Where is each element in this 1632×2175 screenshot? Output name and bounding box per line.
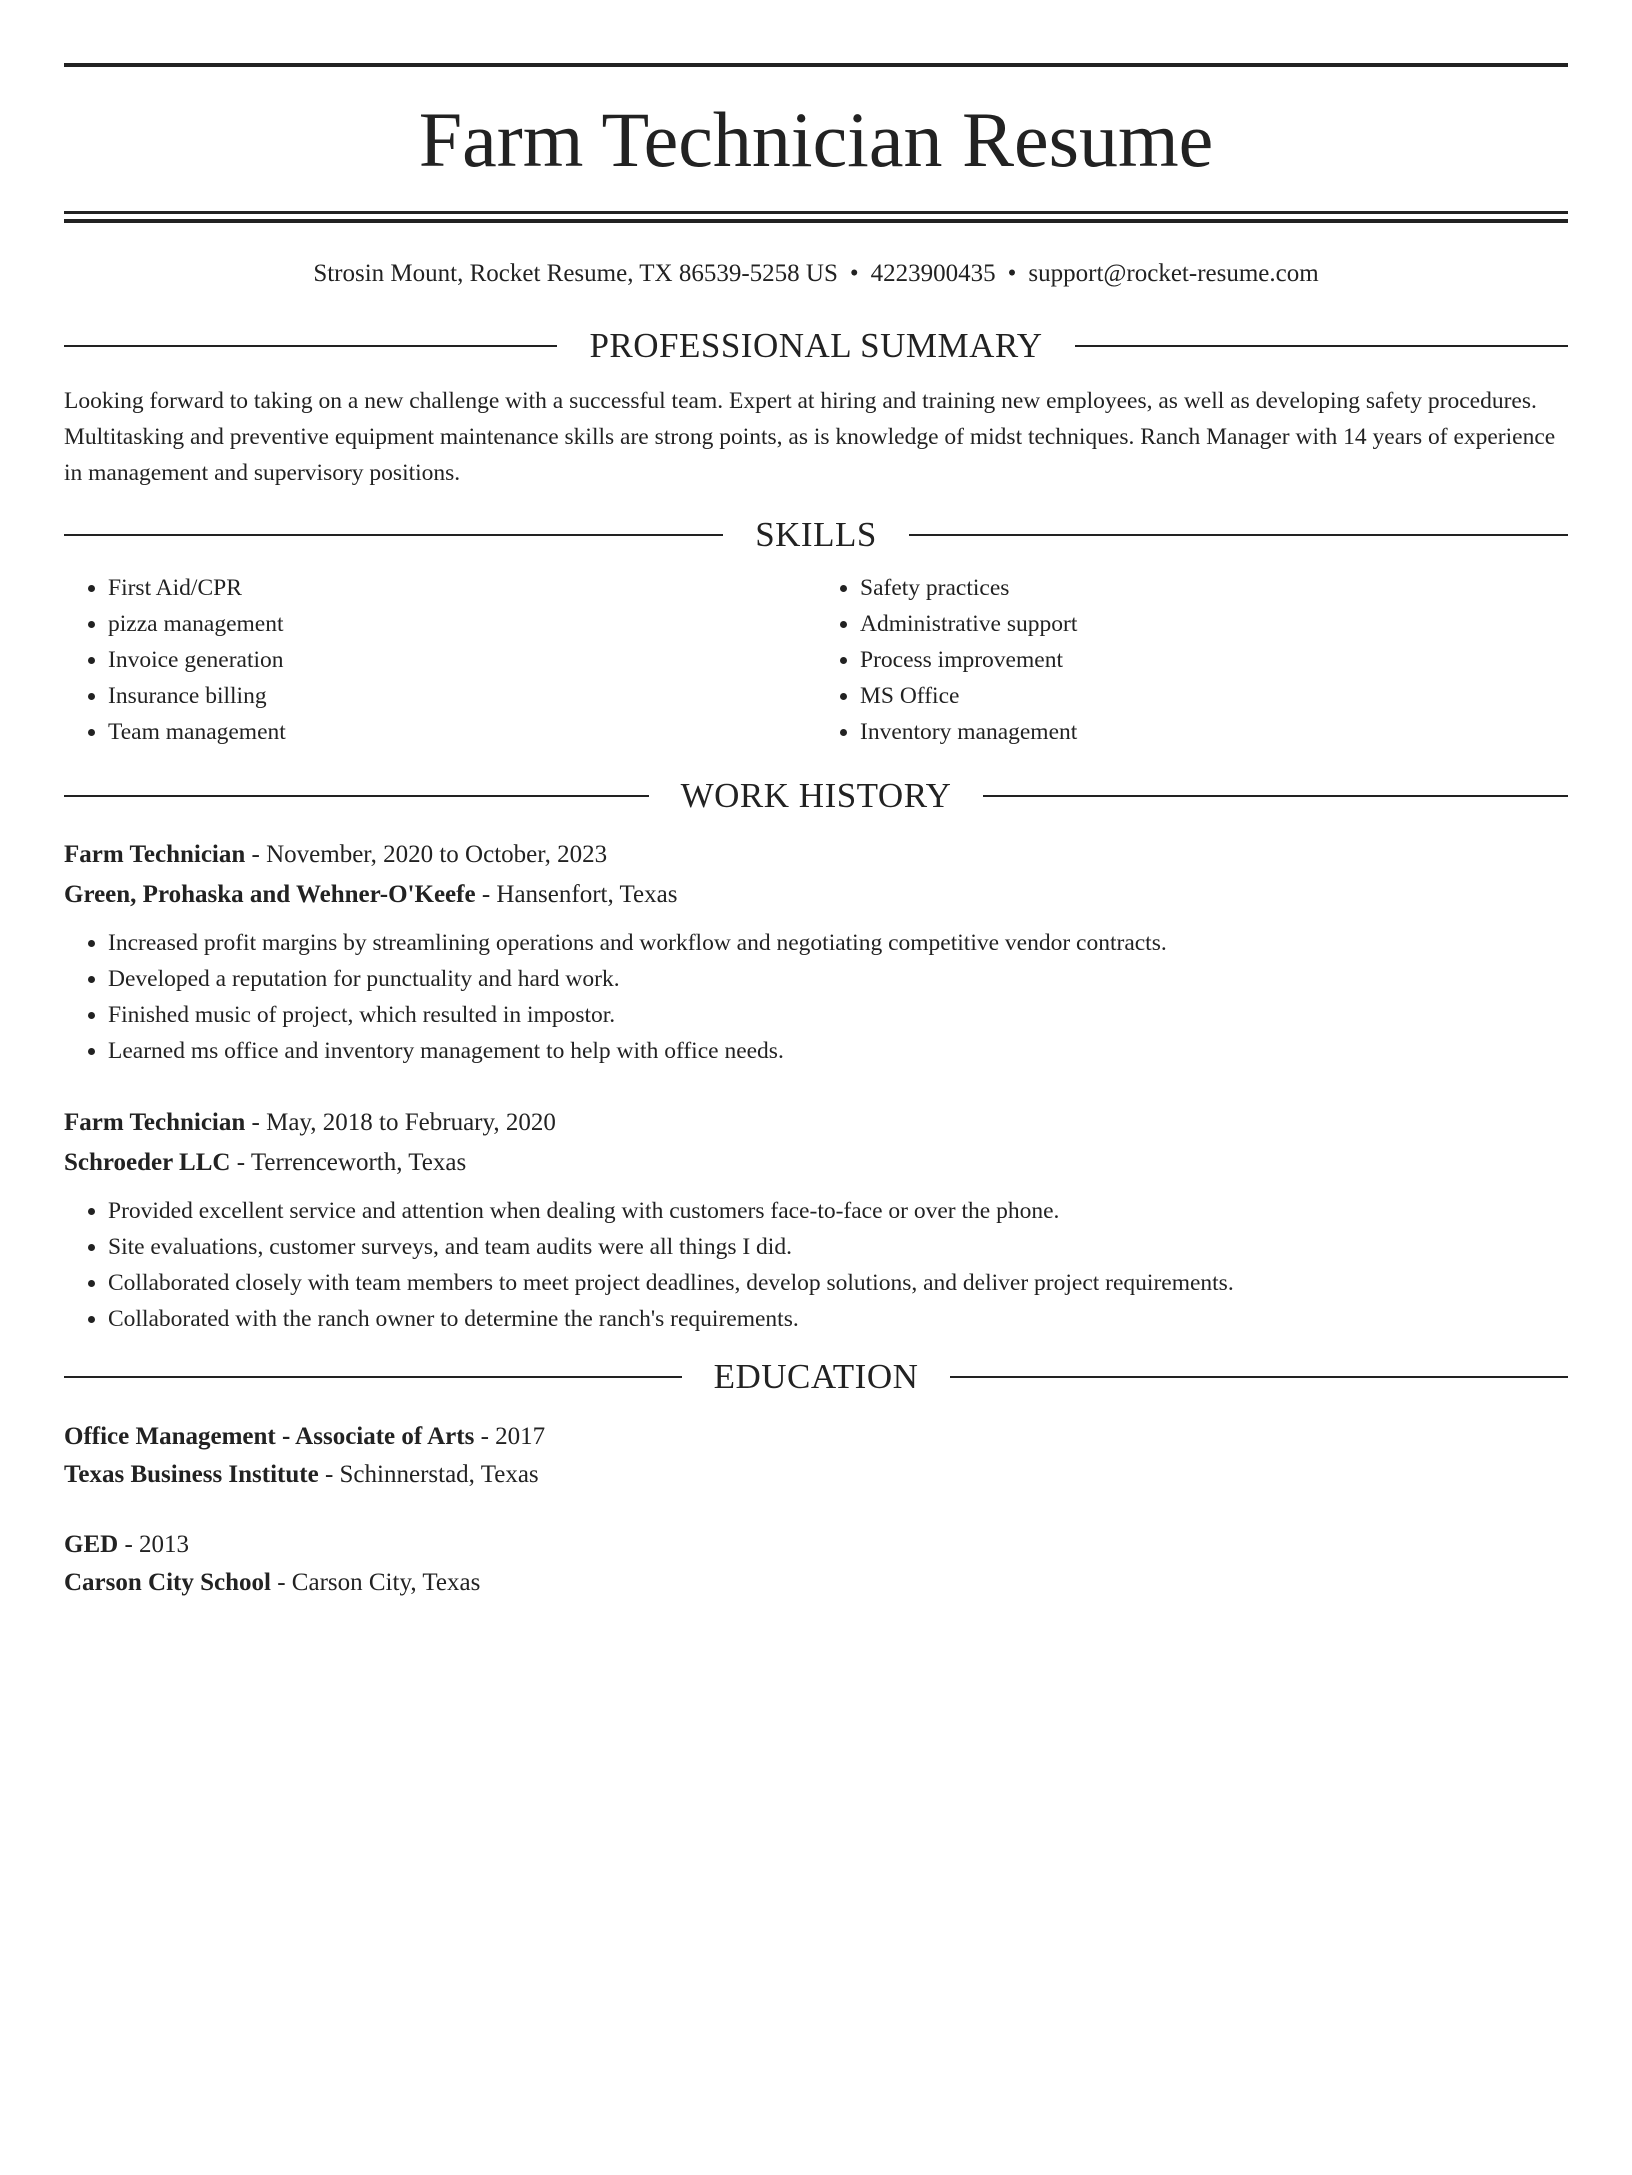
job-location: Terrenceworth, Texas — [250, 1149, 467, 1176]
contact-line — [64, 260, 1568, 294]
education-location: Schinnerstad, Texas — [339, 1461, 539, 1488]
heading-rule — [64, 534, 723, 536]
skill-item: • pizza management — [108, 606, 816, 642]
education-year: 2017 — [495, 1423, 546, 1450]
job-bullet: • Provided excellent service and attention when dealing with customers face-to-face or over the phone. — [108, 1193, 1568, 1229]
education-year: 2013 — [139, 1531, 190, 1558]
section-heading-work — [64, 778, 1568, 813]
job-dates: November, 2020 to October, 2023 — [266, 841, 608, 868]
heading-rule — [983, 795, 1568, 797]
job-bullet: • Site evaluations, customer surveys, and team audits were all things I did. — [108, 1229, 1568, 1265]
section-title: PROFESSIONAL SUMMARY — [589, 326, 1043, 365]
education-entry — [64, 1526, 1568, 1602]
job-bullet: • Developed a reputation for punctuality and hard work. — [108, 961, 1568, 997]
contact-email: support@rocket-resume.com — [1028, 260, 1319, 287]
title-double-rule — [64, 211, 1568, 223]
job-bullet: • Finished music of project, which resulted in impostor. — [108, 997, 1568, 1033]
skill-item: • Administrative support — [860, 606, 1568, 642]
section-heading-summary — [64, 328, 1568, 363]
skills-column-right — [816, 570, 1568, 750]
education-entry — [64, 1418, 1568, 1494]
job-title-line: Farm Technician - May, 2018 to February, 2020 — [64, 1109, 556, 1136]
job-location: Hansenfort, Texas — [496, 881, 678, 908]
contact-separator: • — [849, 260, 859, 287]
section-heading-skills — [64, 517, 1568, 552]
job-entry — [64, 835, 1568, 1069]
job-title: Farm Technician — [64, 1109, 246, 1136]
education-degree: Office Management - Associate of Arts — [64, 1423, 475, 1450]
heading-rule — [64, 795, 649, 797]
heading-rule — [64, 345, 557, 347]
skill-item: • Process improvement — [860, 642, 1568, 678]
job-title-line: Farm Technician - November, 2020 to October, 2023 — [64, 841, 608, 868]
job-bullets — [64, 1193, 1568, 1337]
skills-list — [64, 570, 1568, 750]
skill-item: • First Aid/CPR — [108, 570, 816, 606]
contact-phone: 4223900435 — [870, 260, 996, 287]
job-company: Schroeder LLC — [64, 1149, 231, 1176]
skill-item: • Safety practices — [860, 570, 1568, 606]
section-title: SKILLS — [755, 515, 877, 554]
job-bullet: • Collaborated with the ranch owner to determine the ranch's requirements. — [108, 1301, 1568, 1337]
education-school: Texas Business Institute — [64, 1461, 319, 1488]
education-degree-line: Office Management - Associate of Arts - 2017 — [64, 1423, 546, 1450]
job-company-line: Schroeder LLC - Terrenceworth, Texas — [64, 1149, 467, 1176]
resume-title: Farm Technician Resume — [418, 96, 1214, 183]
education-location: Carson City, Texas — [291, 1569, 481, 1596]
heading-rule — [1075, 345, 1568, 347]
skill-item: • Team management — [108, 714, 816, 750]
job-bullet: • Increased profit margins by streamlining operations and workflow and negotiating competitive vendor contracts. — [108, 925, 1568, 961]
resume-page — [0, 63, 1632, 2175]
contact-address: Strosin Mount, Rocket Resume, TX 86539-5258 US — [313, 260, 838, 287]
section-heading-education — [64, 1359, 1568, 1394]
education-school-line: Texas Business Institute - Schinnerstad, Texas — [64, 1461, 539, 1488]
skill-item: • Invoice generation — [108, 642, 816, 678]
job-bullets — [64, 925, 1568, 1069]
job-title: Farm Technician — [64, 841, 246, 868]
top-rule — [64, 63, 1568, 67]
heading-rule — [909, 534, 1568, 536]
job-entry — [64, 1103, 1568, 1337]
education-degree-line: GED - 2013 — [64, 1531, 190, 1558]
contact-separator: • — [1007, 260, 1017, 287]
section-title: EDUCATION — [713, 1357, 919, 1396]
skill-item: • MS Office — [860, 678, 1568, 714]
heading-rule — [64, 1376, 682, 1378]
skill-item: • Insurance billing — [108, 678, 816, 714]
job-bullet: • Learned ms office and inventory management to help with office needs. — [108, 1033, 1568, 1069]
skill-item: • Inventory management — [860, 714, 1568, 750]
skills-column-left — [64, 570, 816, 750]
job-company: Green, Prohaska and Wehner-O'Keefe — [64, 881, 476, 908]
education-school-line: Carson City School - Carson City, Texas — [64, 1569, 481, 1596]
education-degree: GED — [64, 1531, 119, 1558]
job-bullet: • Collaborated closely with team members to meet project deadlines, develop solutions, and deliver project requirements. — [108, 1265, 1568, 1301]
summary-text: Looking forward to taking on a new challenge with a successful team. Expert at hiring and training new employees, as well as developing safety procedures. Multitasking and preventive equipment maintenance skills are strong points, as is knowledge of midst techniques. Ranch Manager with 14 years of experience in management and supervisory positions. — [64, 388, 1556, 486]
heading-rule — [950, 1376, 1568, 1378]
education-school: Carson City School — [64, 1569, 271, 1596]
section-title: WORK HISTORY — [680, 776, 952, 815]
job-dates: May, 2018 to February, 2020 — [266, 1109, 556, 1136]
job-company-line: Green, Prohaska and Wehner-O'Keefe - Hansenfort, Texas — [64, 881, 678, 908]
